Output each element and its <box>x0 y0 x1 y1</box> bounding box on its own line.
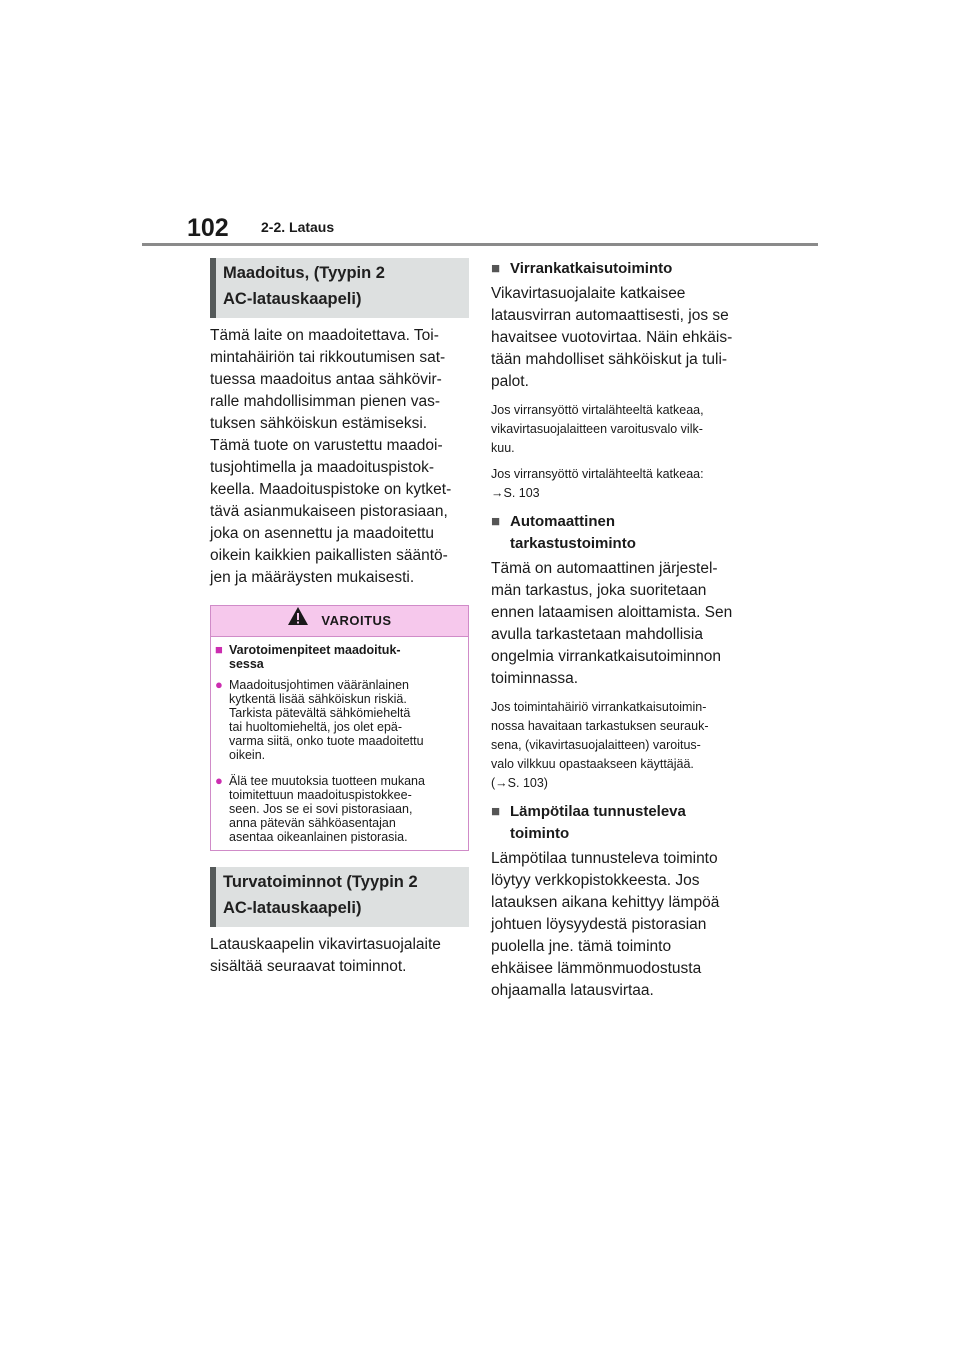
heading-line: Maadoitus, (Tyypin 2 <box>223 264 385 282</box>
text-line: toiminto <box>510 825 570 842</box>
text-line: Jos virransyöttö virtalähteeltä katkeaa, <box>491 403 704 417</box>
section-reference: 2-2. Lataus <box>261 219 335 235</box>
warning-title: VAROITUS <box>321 613 392 628</box>
text-line: Varotoimenpiteet maadoituk- <box>229 643 401 657</box>
text-line: ennen lataamisen aloittamista. Sen <box>491 604 733 621</box>
warning-body <box>211 637 468 850</box>
note <box>491 401 751 458</box>
text-line: Tämä tuote on varustettu maadoi- <box>210 437 443 454</box>
note <box>491 465 751 503</box>
text-line: ongelmia virrankatkaisutoiminnon <box>491 648 722 665</box>
text-line: kuu. <box>491 441 515 455</box>
page-number: 102 <box>187 214 229 242</box>
page-reference-link[interactable]: →S. 103 <box>491 486 540 500</box>
warning-bullet <box>215 678 458 762</box>
heading-line: AC-latauskaapeli) <box>223 290 362 308</box>
text-line: latauksen aikana kehittyy lämpöä <box>491 894 720 911</box>
note <box>491 698 751 793</box>
square-bullet-icon: ■ <box>491 260 501 277</box>
text-line: anna pätevän sähköasentajan <box>229 816 396 830</box>
square-bullet-icon: ■ <box>215 642 223 657</box>
warning-subhead-text <box>229 643 401 671</box>
text-line: tään mahdolliset sähköiskut ja tuli- <box>491 351 728 368</box>
text-line: jen ja määräysten mukaisesti. <box>210 569 415 586</box>
text-line: löytyy verkkopistokkeesta. Jos <box>491 872 700 889</box>
text-line: tuessa maadoitus antaa sähkövir- <box>210 371 442 388</box>
text-line: havaitsee vuotovirtaa. Näin ehkäis- <box>491 329 733 346</box>
heading-line: Turvatoiminnot (Tyypin 2 <box>223 873 418 891</box>
warning-bullet-text <box>229 774 425 844</box>
text-line: tuksen sähköiskun estämiseksi. <box>210 415 428 432</box>
text-line: ehkäisee lämmönmuodostusta <box>491 960 702 977</box>
warning-header <box>211 606 468 637</box>
text-line: tarkastustoiminto <box>510 535 636 552</box>
subheading-text <box>510 511 636 555</box>
text-line: ohjaamalla latausvirtaa. <box>491 982 654 999</box>
text-line: mintahäiriön tai rikkoutumisen sat- <box>210 349 446 366</box>
grounding-paragraph <box>210 325 469 589</box>
text-line: puolella jne. tämä toiminto <box>491 938 672 955</box>
header-divider <box>142 243 818 246</box>
page-reference-link[interactable]: (→S. 103) <box>491 776 548 790</box>
text-line: Jos virransyöttö virtalähteeltä katkeaa: <box>491 467 704 481</box>
text-line: joka on asennettu ja maadoitettu <box>210 525 435 542</box>
warning-triangle-icon <box>287 606 309 637</box>
text-line: Maadoitusjohtimen vääränlainen <box>229 678 409 692</box>
section-heading-safety <box>210 867 469 927</box>
text-line: Älä tee muutoksia tuotteen mukana <box>229 774 425 788</box>
text-line: tai huoltomieheltä, jos olet epä- <box>229 720 403 734</box>
subheading-auto-check <box>491 511 751 555</box>
text-line: Tarkista pätevältä sähkömieheltä <box>229 706 411 720</box>
text-line: Automaattinen <box>510 513 615 530</box>
text-line: asentaa oikeanlainen pistorasia. <box>229 830 408 844</box>
subheading-text: Virrankatkaisutoiminto <box>510 260 673 277</box>
subheading-cutoff <box>491 258 751 280</box>
text-line: Tämä laite on maadoitettava. Toi- <box>210 327 439 344</box>
text-line: Vikavirtasuojalaite katkaisee <box>491 285 686 302</box>
square-bullet-icon: ■ <box>491 513 501 530</box>
circle-bullet-icon: ● <box>215 677 223 692</box>
text-line: avulla tarkastetaan mahdollisia <box>491 626 703 643</box>
text-line: Latauskaapelin vikavirtasuojalaite <box>210 936 441 953</box>
text-line: ralle mahdollisimman pienen vas- <box>210 393 441 410</box>
text-line: sisältää seuraavat toiminnot. <box>210 958 407 975</box>
warning-bullet-text <box>229 678 424 762</box>
left-column <box>210 258 469 978</box>
text-line: tusjohtimella ja maadoituspistok- <box>210 459 434 476</box>
text-line: varma siitä, onko tuote maadoitettu <box>229 734 424 748</box>
text-line: toimitettuun maadoituspistokkee- <box>229 788 412 802</box>
section-heading-grounding <box>210 258 469 318</box>
text-line: vikavirtasuojalaitteen varoitusvalo vilk- <box>491 422 703 436</box>
subheading-temperature <box>491 801 751 845</box>
text-line: sessa <box>229 657 264 671</box>
right-column <box>491 258 751 1002</box>
text-line: seen. Jos se ei sovi pistorasiaan, <box>229 802 413 816</box>
text-line: keella. Maadoituspistoke on kytket- <box>210 481 452 498</box>
heading-line: AC-latauskaapeli) <box>223 899 362 917</box>
warning-subhead <box>215 643 458 671</box>
temperature-paragraph <box>491 848 751 1002</box>
text-line: kytkentä lisää sähköiskun riskiä. <box>229 692 407 706</box>
warning-box <box>210 605 469 851</box>
text-line: Lämpötilaa tunnusteleva toiminto <box>491 850 718 867</box>
text-line: män tarkastus, joka suoritetaan <box>491 582 707 599</box>
subheading-text <box>510 801 686 845</box>
text-line: nossa havaitaan tarkastuksen seurauk- <box>491 719 709 733</box>
square-bullet-icon: ■ <box>491 803 501 820</box>
text-line: sena, (vikavirtasuojalaitteen) varoitus- <box>491 738 701 752</box>
text-line: Lämpötilaa tunnusteleva <box>510 803 686 820</box>
text-line: Tämä on automaattinen järjestel- <box>491 560 718 577</box>
cutoff-paragraph <box>491 283 751 393</box>
text-line: oikein. <box>229 748 266 762</box>
text-line: toiminnassa. <box>491 670 579 687</box>
warning-bullet <box>215 774 458 844</box>
text-line: latausvirran automaattisesti, jos se <box>491 307 729 324</box>
text-line: johtuen löysyydestä pistorasian <box>491 916 707 933</box>
text-line: tävä asianmukaiseen pistorasiaan, <box>210 503 448 520</box>
text-line: Jos toimintahäiriö virrankatkaisutoimin- <box>491 700 707 714</box>
safety-paragraph <box>210 934 469 978</box>
text-line: valo vilkkuu opastaakseen käyttäjää. <box>491 757 694 771</box>
text-line: oikein kaikkien paikallisten sääntö- <box>210 547 448 564</box>
circle-bullet-icon: ● <box>215 773 223 788</box>
auto-check-paragraph <box>491 558 751 690</box>
text-line: palot. <box>491 373 529 390</box>
